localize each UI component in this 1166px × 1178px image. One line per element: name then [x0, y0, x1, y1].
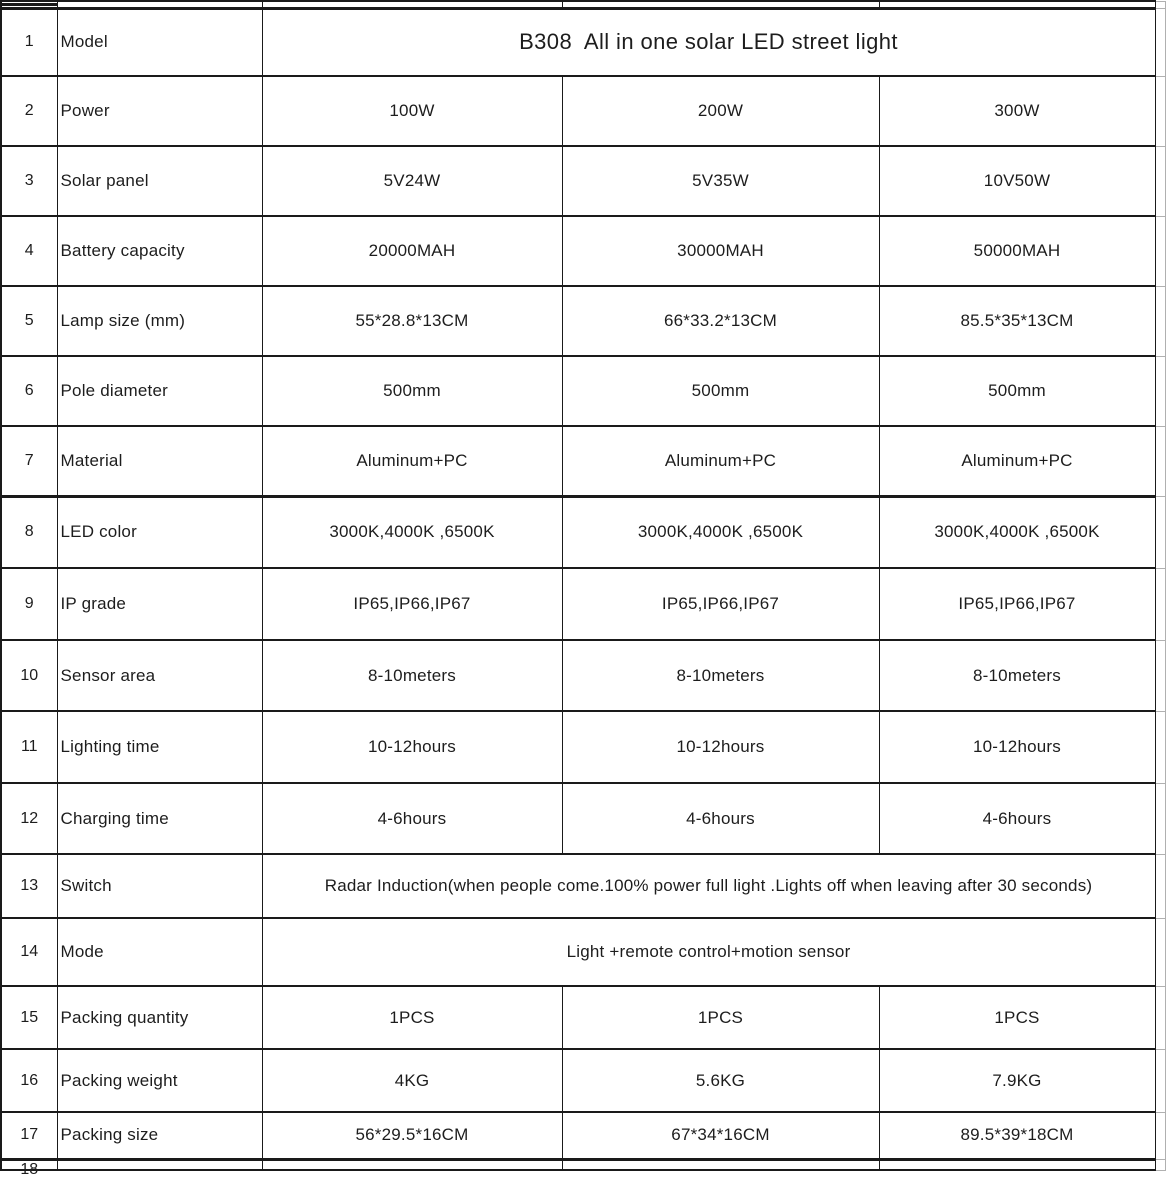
spec-label-cell: Sensor area — [57, 640, 262, 711]
cropped-cell — [262, 1, 562, 8]
row-number-cell: 10 — [1, 640, 57, 711]
grid-stub-cell — [1155, 918, 1165, 986]
table-row — [1, 854, 1165, 918]
row-number-cell: 6 — [1, 356, 57, 426]
spec-value-cell: 3000K,4000K ,6500K — [262, 496, 562, 568]
spec-value-cell: 4-6hours — [562, 783, 879, 854]
grid-stub-cell — [1155, 76, 1165, 146]
row-number-cell: 13 — [1, 854, 57, 918]
table-row — [1, 640, 1165, 711]
grid-stub-cell — [1155, 216, 1165, 286]
spec-value-cell: 55*28.8*13CM — [262, 286, 562, 356]
row-number-cell: 17 — [1, 1112, 57, 1159]
cropped-cell — [262, 1159, 562, 1170]
grid-stub-cell — [1155, 1049, 1165, 1112]
spec-value-cell: 10-12hours — [562, 711, 879, 783]
grid-stub-cell — [1155, 568, 1165, 640]
row-number-cell: 11 — [1, 711, 57, 783]
spec-label-cell: Material — [57, 426, 262, 496]
row-number-cell: 2 — [1, 76, 57, 146]
table-row-partial-bottom — [1, 1159, 1165, 1170]
spec-value-cell: 3000K,4000K ,6500K — [879, 496, 1155, 568]
table-row — [1, 496, 1165, 568]
spec-label-cell: IP grade — [57, 568, 262, 640]
spec-value-cell: 1PCS — [879, 986, 1155, 1049]
spec-value-cell: 5V24W — [262, 146, 562, 216]
table-row — [1, 986, 1165, 1049]
spec-value-cell: 4KG — [262, 1049, 562, 1112]
spec-value-cell: 67*34*16CM — [562, 1112, 879, 1159]
spec-value-cell: 1PCS — [562, 986, 879, 1049]
cropped-row-number: 18 — [20, 1160, 39, 1178]
spec-label-cell: Mode — [57, 918, 262, 986]
cropped-cell — [562, 1, 879, 8]
spec-value-cell: 85.5*35*13CM — [879, 286, 1155, 356]
grid-stub-cell — [1155, 8, 1165, 76]
spec-value-cell: 5.6KG — [562, 1049, 879, 1112]
grid-stub-cell — [1155, 1159, 1165, 1170]
grid-stub-cell — [1155, 986, 1165, 1049]
model-title-cell: B308 All in one solar LED street light — [262, 8, 1155, 76]
merged-value-cell: Light +remote control+motion sensor — [262, 918, 1155, 986]
spec-value-cell: 56*29.5*16CM — [262, 1112, 562, 1159]
spec-label-cell: Battery capacity — [57, 216, 262, 286]
spec-label-cell: Solar panel — [57, 146, 262, 216]
spec-value-cell: 8-10meters — [262, 640, 562, 711]
table-row — [1, 918, 1165, 986]
cropped-cell — [879, 1, 1155, 8]
cropped-row-number-cell — [1, 1159, 57, 1178]
spec-value-cell: 5V35W — [562, 146, 879, 216]
spec-label-cell: Lighting time — [57, 711, 262, 783]
table-row — [1, 1112, 1165, 1159]
row-number-cell: 1 — [1, 8, 57, 76]
spec-label-cell: Lamp size (mm) — [57, 286, 262, 356]
spec-value-cell: 8-10meters — [562, 640, 879, 711]
spec-value-cell: 4-6hours — [879, 783, 1155, 854]
row-number-cell: 9 — [1, 568, 57, 640]
spec-value-cell: 7.9KG — [879, 1049, 1155, 1112]
grid-stub-cell — [1155, 640, 1165, 711]
grid-stub-cell — [1155, 854, 1165, 918]
table-row — [1, 286, 1165, 356]
grid-stub-cell — [1155, 1112, 1165, 1159]
table-row — [1, 146, 1165, 216]
grid-stub-cell — [1155, 496, 1165, 568]
spec-value-cell: 8-10meters — [879, 640, 1155, 711]
spec-value-cell: IP65,IP66,IP67 — [562, 568, 879, 640]
spec-value-cell: 500mm — [262, 356, 562, 426]
spec-value-cell: 500mm — [879, 356, 1155, 426]
row-number-cell: 3 — [1, 146, 57, 216]
table-row — [1, 356, 1165, 426]
row-number-cell: 5 — [1, 286, 57, 356]
spec-value-cell: 200W — [562, 76, 879, 146]
grid-stub-cell — [1155, 146, 1165, 216]
spec-value-cell: 66*33.2*13CM — [562, 286, 879, 356]
cropped-cell — [57, 1, 262, 8]
spec-value-cell: 30000MAH — [562, 216, 879, 286]
row-number-cell: 8 — [1, 496, 57, 568]
table-row — [1, 426, 1165, 496]
spec-value-cell: 100W — [262, 76, 562, 146]
table-row-partial-top — [1, 1, 1165, 8]
spec-label-cell: LED color — [57, 496, 262, 568]
spec-label-cell: Packing weight — [57, 1049, 262, 1112]
spec-value-cell: 4-6hours — [262, 783, 562, 854]
row-number-cell: 4 — [1, 216, 57, 286]
spec-label-cell: Power — [57, 76, 262, 146]
cropped-cell — [879, 1159, 1155, 1170]
table-row — [1, 76, 1165, 146]
spec-value-cell: 50000MAH — [879, 216, 1155, 286]
spec-value-cell: 300W — [879, 76, 1155, 146]
spec-value-cell: 89.5*39*18CM — [879, 1112, 1155, 1159]
spec-value-cell: 3000K,4000K ,6500K — [562, 496, 879, 568]
row-number-cell: 14 — [1, 918, 57, 986]
spec-value-cell: 500mm — [562, 356, 879, 426]
spec-value-cell: IP65,IP66,IP67 — [879, 568, 1155, 640]
table-row — [1, 216, 1165, 286]
spec-value-cell: 10V50W — [879, 146, 1155, 216]
row-number-cell: 7 — [1, 426, 57, 496]
table-row — [1, 568, 1165, 640]
grid-stub-cell — [1155, 1, 1165, 8]
spec-label-cell: Packing size — [57, 1112, 262, 1159]
cropped-row-number-clip — [2, 1160, 57, 1178]
cropped-row-number-cell — [1, 1, 57, 8]
grid-stub-cell — [1155, 711, 1165, 783]
spec-value-cell: 1PCS — [262, 986, 562, 1049]
spec-value-cell: 10-12hours — [262, 711, 562, 783]
table-row — [1, 1049, 1165, 1112]
table-row — [1, 783, 1165, 854]
spec-value-cell: 10-12hours — [879, 711, 1155, 783]
grid-stub-cell — [1155, 286, 1165, 356]
spec-label-cell: Pole diameter — [57, 356, 262, 426]
row-number-cell: 16 — [1, 1049, 57, 1112]
spec-value-cell: IP65,IP66,IP67 — [262, 568, 562, 640]
grid-stub-cell — [1155, 783, 1165, 854]
spec-label-cell: Charging time — [57, 783, 262, 854]
grid-stub-cell — [1155, 356, 1165, 426]
spec-value-cell: 20000MAH — [262, 216, 562, 286]
spec-value-cell: Aluminum+PC — [262, 426, 562, 496]
cropped-cell — [562, 1159, 879, 1170]
spec-label-cell: Packing quantity — [57, 986, 262, 1049]
table-row — [1, 8, 1165, 76]
spec-label-cell: Model — [57, 8, 262, 76]
spec-value-cell: Aluminum+PC — [562, 426, 879, 496]
cropped-cell — [57, 1159, 262, 1170]
merged-value-cell: Radar Induction(when people come.100% power full light .Lights off when leaving after 30 seconds) — [262, 854, 1155, 918]
row-number-cell: 12 — [1, 783, 57, 854]
spec-label-cell: Switch — [57, 854, 262, 918]
grid-stub-cell — [1155, 426, 1165, 496]
spec-value-cell: Aluminum+PC — [879, 426, 1155, 496]
cropped-cell-ink — [2, 3, 57, 6]
table-row — [1, 711, 1165, 783]
row-number-cell: 15 — [1, 986, 57, 1049]
